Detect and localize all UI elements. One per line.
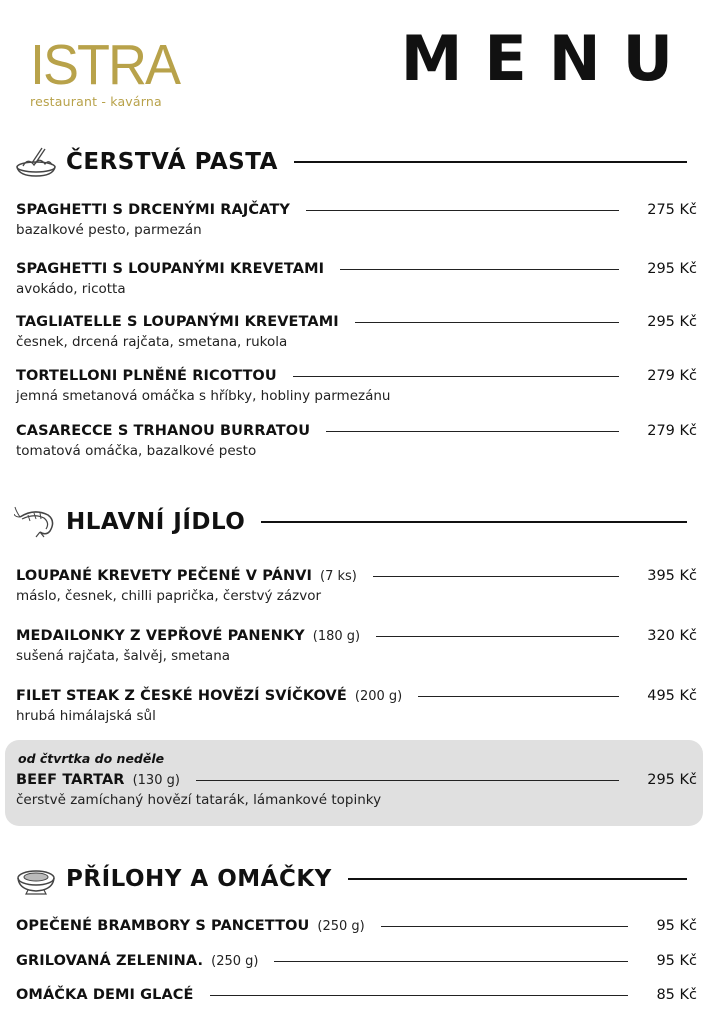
item-name: SPAGHETTI S DRCENÝMI RAJČATY xyxy=(16,202,290,218)
item-price: 295 Kč xyxy=(647,314,697,330)
section-divider xyxy=(294,161,687,163)
item-description: čerstvě zamíchaný hovězí tatarák, lámankové topinky xyxy=(16,792,382,808)
menu-item xyxy=(16,686,697,724)
menu-item xyxy=(16,626,697,664)
leader-line xyxy=(376,636,619,637)
item-description: hrubá himálajská sůl xyxy=(16,708,156,724)
menu-item xyxy=(16,566,697,604)
leader-line xyxy=(196,780,619,781)
item-name: FILET STEAK Z ČESKÉ HOVĚZÍ SVÍČKOVÉ xyxy=(16,688,347,704)
item-description: avokádo, ricotta xyxy=(16,281,126,297)
leader-line xyxy=(373,576,619,577)
item-quantity: (130 g) xyxy=(132,772,180,788)
restaurant-logo xyxy=(30,33,190,109)
section-header-sides xyxy=(14,862,695,896)
item-price: 295 Kč xyxy=(647,772,697,788)
leader-line xyxy=(274,961,628,962)
special-offer-note: od čtvrtka do neděle xyxy=(18,751,165,766)
item-price: 275 Kč xyxy=(647,202,697,218)
item-description: sušená rajčata, šalvěj, smetana xyxy=(16,648,231,664)
item-quantity: (7 ks) xyxy=(320,568,357,584)
item-name: TORTELLONI PLNĚNÉ RICOTTOU xyxy=(16,368,277,384)
menu-item-special xyxy=(16,770,697,808)
item-price: 95 Kč xyxy=(656,918,697,934)
item-price: 95 Kč xyxy=(656,953,697,969)
item-price: 279 Kč xyxy=(647,423,697,439)
item-quantity: (250 g) xyxy=(317,918,365,934)
item-price: 85 Kč xyxy=(656,987,697,1003)
menu-item xyxy=(16,366,697,404)
menu-item xyxy=(16,916,697,936)
menu-item xyxy=(16,200,697,238)
page-title: MENU xyxy=(400,22,695,95)
logo-subtitle: restaurant - kavárna xyxy=(30,94,162,109)
item-price: 320 Kč xyxy=(647,628,697,644)
item-price: 395 Kč xyxy=(647,568,697,584)
item-name: SPAGHETTI S LOUPANÝMI KREVETAMI xyxy=(16,261,325,277)
item-name: MEDAILONKY Z VEPŘOVÉ PANENKY xyxy=(16,628,305,644)
item-quantity: (180 g) xyxy=(312,628,361,644)
item-quantity: (250 g) xyxy=(211,953,259,969)
logo-wordmark: ISTRA xyxy=(30,33,180,97)
item-description: česnek, drcená rajčata, smetana, rukola xyxy=(16,334,288,350)
section-divider xyxy=(348,878,687,880)
item-price: 495 Kč xyxy=(647,688,697,704)
shrimp-icon xyxy=(14,505,58,539)
item-description: jemná smetanová omáčka s hříbky, hobliny parmezánu xyxy=(16,388,391,404)
menu-item xyxy=(16,259,697,297)
leader-line xyxy=(418,696,619,697)
item-description: máslo, česnek, chilli paprička, čerstvý zázvor xyxy=(16,588,322,604)
leader-line xyxy=(381,926,629,927)
item-name: GRILOVANÁ ZELENINA. xyxy=(16,953,204,969)
leader-line xyxy=(210,995,629,996)
leader-line xyxy=(326,431,619,432)
leader-line xyxy=(355,322,619,323)
leader-line xyxy=(306,210,619,211)
item-name: CASARECCE S TRHANOU BURRATOU xyxy=(16,423,311,439)
sauce-bowl-icon xyxy=(14,862,58,896)
item-description: tomatová omáčka, bazalkové pesto xyxy=(16,443,257,459)
section-title: HLAVNÍ JÍDLO xyxy=(66,509,246,535)
item-price: 295 Kč xyxy=(647,261,697,277)
item-description: bazalkové pesto, parmezán xyxy=(16,222,202,238)
section-header-main xyxy=(14,505,695,539)
section-title: PŘÍLOHY A OMÁČKY xyxy=(66,866,332,892)
item-name: OPEČENÉ BRAMBORY S PANCETTOU xyxy=(16,918,310,934)
item-quantity: (200 g) xyxy=(354,688,403,704)
menu-item xyxy=(16,985,697,1005)
item-name: OMÁČKA DEMI GLACÉ xyxy=(16,987,194,1003)
item-name: LOUPANÉ KREVETY PEČENÉ V PÁNVI xyxy=(16,568,313,584)
item-price: 279 Kč xyxy=(647,368,697,384)
section-title: ČERSTVÁ PASTA xyxy=(66,149,278,175)
leader-line xyxy=(340,269,619,270)
item-name: TAGLIATELLE S LOUPANÝMI KREVETAMI xyxy=(16,314,339,330)
section-divider xyxy=(261,521,687,523)
leader-line xyxy=(293,376,619,377)
section-header-pasta xyxy=(14,145,695,179)
menu-item xyxy=(16,951,697,971)
pasta-bowl-icon xyxy=(14,145,58,179)
item-name: BEEF TARTAR xyxy=(16,772,125,788)
menu-item xyxy=(16,312,697,350)
menu-item xyxy=(16,421,697,459)
